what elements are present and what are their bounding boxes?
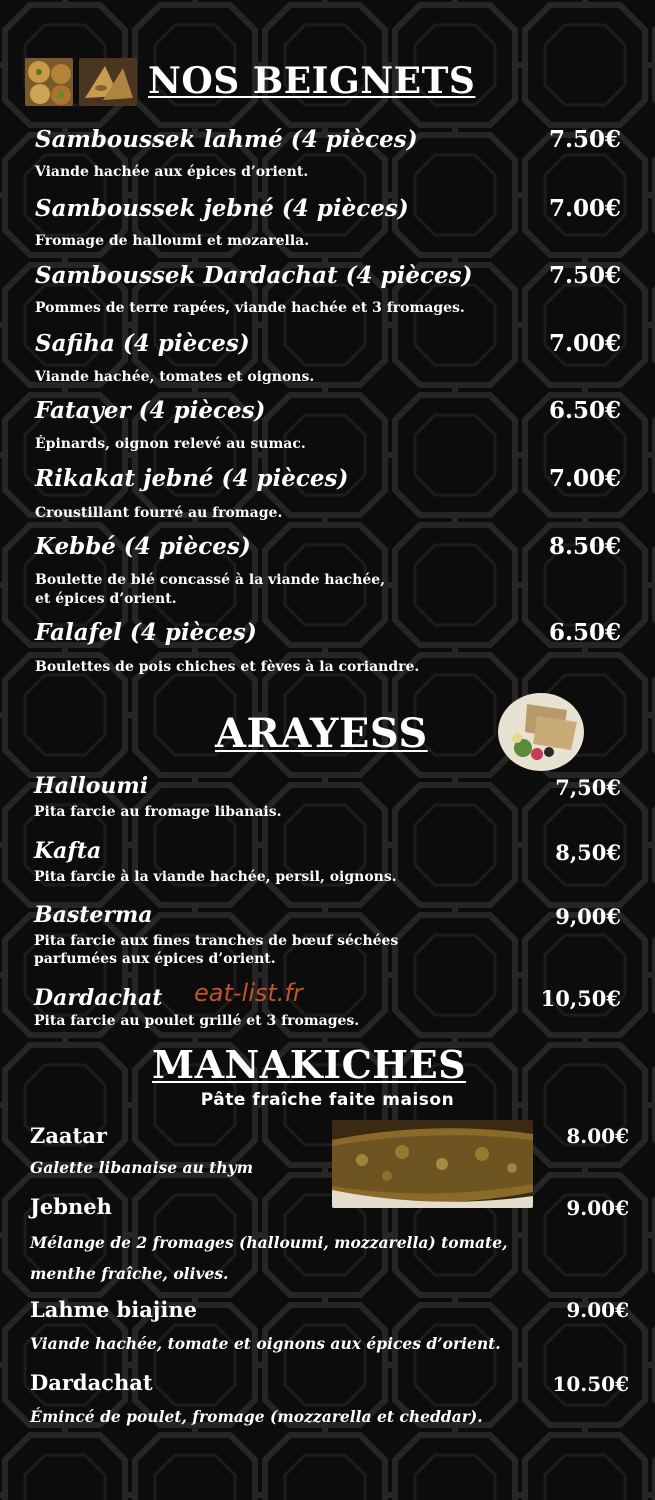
menu-item-description-line: Pita farcie aux fines tranches de bœuf séchées (34, 933, 399, 949)
menu-item-name: Dardachat (30, 1370, 153, 1395)
menu-item-description: Épinards, oignon relevé au sumac. (35, 436, 306, 452)
menu-item-description: Viande hachée, tomate et oignons aux épices d’orient. (30, 1334, 501, 1353)
menu-item-name: Samboussek jebné (4 pièces) (35, 195, 409, 222)
section-title-manakiches: MANAKICHES (152, 1042, 467, 1087)
menu-item-price: 7.50€ (548, 126, 621, 153)
menu-item-description: Pommes de terre rapées, viande hachée et 3 fromages. (35, 300, 465, 316)
menu-item-name: Falafel (4 pièces) (35, 619, 257, 646)
menu-item-name: Dardachat (34, 985, 163, 1011)
menu-item-description-line: parfumées aux épices d’orient. (34, 951, 276, 967)
menu-item-name: Kebbé (4 pièces) (35, 533, 251, 560)
menu-item-description: Viande hachée aux épices d’orient. (35, 164, 309, 180)
menu-item-price: 7.50€ (548, 262, 621, 289)
menu-item-name: Samboussek lahmé (4 pièces) (35, 126, 418, 153)
section-title-beignets: NOS BEIGNETS (148, 60, 476, 102)
menu-item-description-line: Boulette de blé concassé à la viande hachée, (35, 572, 386, 588)
menu-item-price: 9.00€ (566, 1298, 629, 1322)
menu-item-description: Pita farcie au poulet grillé et 3 fromages. (34, 1013, 360, 1029)
watermark-text: eat-list.fr (194, 979, 303, 1007)
menu-item-price: 8.50€ (548, 533, 621, 560)
menu-item-name: Lahme biajine (30, 1297, 198, 1322)
menu-item-description: Viande hachée, tomates et oignons. (35, 369, 315, 385)
menu-item-price: 8,50€ (555, 840, 621, 865)
section-title-arayess: ARAYESS (215, 710, 428, 757)
beignets-photo-2 (79, 58, 137, 106)
menu-item-description-line: et épices d’orient. (35, 591, 177, 607)
menu-item-description: Galette libanaise au thym (30, 1158, 253, 1177)
menu-item-name: Jebneh (30, 1194, 112, 1219)
menu-item-price: 10.50€ (552, 1372, 629, 1396)
arayess-plate-photo (497, 692, 585, 772)
menu-item-name: Zaatar (30, 1123, 107, 1148)
menu-item-description: Pita farcie au fromage libanais. (34, 804, 282, 820)
section-subtitle: Pâte fraîche faite maison (200, 1090, 455, 1110)
menu-item-description-line: menthe fraîche, olives. (30, 1264, 229, 1283)
menu-item-price: 9,00€ (555, 904, 621, 929)
menu-item-price: 8.00€ (566, 1124, 629, 1148)
menu-item-name: Fatayer (4 pièces) (35, 397, 266, 424)
menu-item-description: Fromage de halloumi et mozarella. (35, 233, 310, 249)
menu-item-description: Croustillant fourré au fromage. (35, 505, 283, 521)
menu-item-price: 7.00€ (548, 465, 621, 492)
menu-item-price: 6.50€ (548, 619, 621, 646)
menu-item-price: 9.00€ (566, 1196, 629, 1220)
menu-item-price: 7,50€ (555, 775, 621, 800)
menu-item-description: Pita farcie à la viande hachée, persil, oignons. (34, 869, 397, 885)
menu-item-name: Halloumi (34, 773, 149, 799)
menu-item-price: 7.00€ (548, 330, 621, 357)
menu-item-name: Rikakat jebné (4 pièces) (35, 465, 349, 492)
zaatar-manakiche-photo (332, 1120, 533, 1208)
menu-item-name: Kafta (34, 838, 102, 864)
menu-item-name: Safiha (4 pièces) (35, 330, 250, 357)
menu-item-price: 7.00€ (548, 195, 621, 222)
menu-item-price: 6.50€ (548, 397, 621, 424)
beignets-photo-1 (25, 58, 73, 106)
menu-item-name: Samboussek Dardachat (4 pièces) (35, 262, 473, 289)
menu-item-price: 10,50€ (540, 986, 621, 1011)
menu-item-description-line: Mélange de 2 fromages (halloumi, mozzarella) tomate, (30, 1233, 508, 1252)
menu-item-description: Émincé de poulet, fromage (mozzarella et cheddar). (30, 1407, 483, 1426)
menu-item-description: Boulettes de pois chiches et fèves à la coriandre. (35, 659, 420, 675)
menu-item-name: Basterma (34, 902, 153, 928)
